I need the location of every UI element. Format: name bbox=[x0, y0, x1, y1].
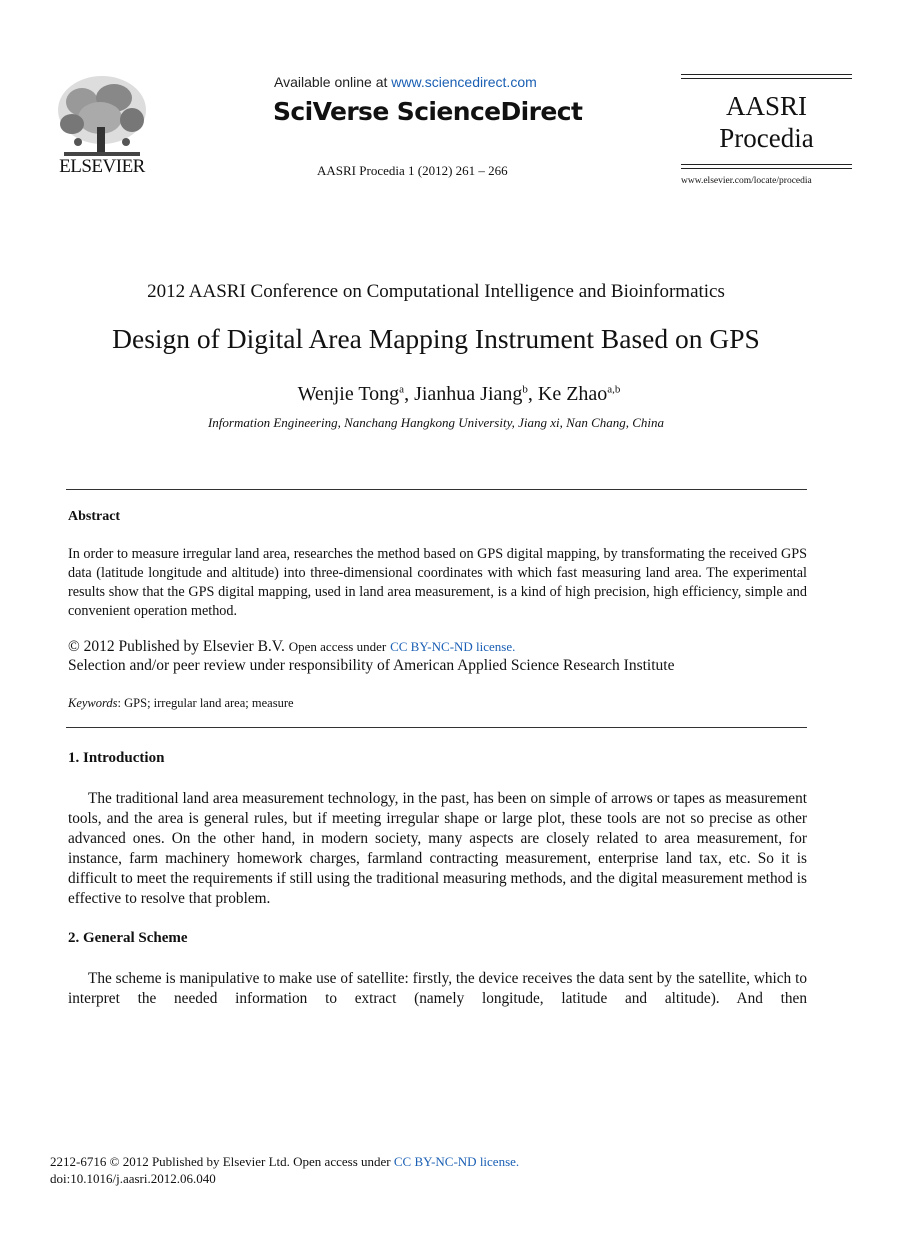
license-link[interactable]: CC BY-NC-ND license. bbox=[390, 639, 516, 654]
peer-review-statement: Selection and/or peer review under responsibility of American Applied Science Research Institute bbox=[68, 657, 675, 674]
journal-brand bbox=[681, 74, 852, 170]
keywords-label: Keywords bbox=[68, 696, 118, 710]
keywords-line bbox=[68, 696, 294, 711]
author-separator: , bbox=[404, 383, 415, 405]
journal-url-link[interactable]: www.elsevier.com/locate/procedia bbox=[681, 176, 812, 186]
footer-open-access: Open access under bbox=[293, 1154, 391, 1169]
open-access-text: Open access under bbox=[288, 639, 387, 654]
journal-name-line2: Procedia bbox=[719, 123, 814, 153]
author-affiliation: Information Engineering, Nanchang Hangkong University, Jiang xi, Nan Chang, China bbox=[207, 415, 665, 430]
section-heading: 2. General Scheme bbox=[68, 930, 188, 946]
section-body: The scheme is manipulative to make use of satellite: firstly, the device receives the data sent by the satellite, which to interpret the needed information to extract (namely longitude, latitude and altitude). And then bbox=[68, 970, 807, 1007]
footer-issn: 2212-6716 © 2012 Published by Elsevier Ltd. bbox=[50, 1154, 290, 1169]
footer-issn-line bbox=[50, 1154, 519, 1170]
available-online-text bbox=[274, 74, 537, 90]
author-affiliation-mark: a bbox=[399, 383, 405, 396]
keywords-values: : GPS; irregular land area; measure bbox=[117, 696, 294, 710]
conference-name: 2012 AASRI Conference on Computational Intelligence and Bioinformatics bbox=[147, 281, 725, 302]
elsevier-logo bbox=[52, 72, 152, 182]
sciverse-sciencedirect-logo: SciVerse ScienceDirect bbox=[273, 97, 583, 126]
author-name: Wenjie Tong bbox=[297, 383, 400, 405]
sciencedirect-link[interactable]: www.sciencedirect.com bbox=[391, 74, 537, 90]
copyright-line bbox=[68, 638, 515, 656]
author-name: Jianhua Jiang bbox=[414, 383, 523, 405]
section-body: The traditional land area measurement technology, in the past, has been on simple of arrows or tapes as measurement tools, and the area is general rules, but if meeting irregular shape or large plot, these tools are not so precise as other advanced ones. On the other hand, in modern society, many aspects are closely related to area measurement, for instance, farm machinery homework charges, farmland contracting measurement, enterprise land tax, etc. So it is difficult to meet the requirements if still using the traditional measuring methods, and the digital measurement method is effective to resolve that problem. bbox=[68, 790, 807, 907]
journal-citation: AASRI Procedia 1 (2012) 261 – 266 bbox=[317, 163, 508, 178]
abstract-text: In order to measure irregular land area, researches the method based on GPS digital mapping, by transformating the received GPS data (latitude longitude and altitude) into three-dimensional coordinates with which fast measuring land area. The experimental results show that the GPS digital mapping, used in land area measurement, is a kind of high precision, high efficiency, simple and convenient operation method. bbox=[68, 546, 807, 619]
footer-license-link[interactable]: CC BY-NC-ND license. bbox=[393, 1154, 520, 1169]
available-prefix: Available online at bbox=[274, 74, 392, 90]
footer-doi: doi:10.1016/j.aasri.2012.06.040 bbox=[50, 1171, 216, 1186]
copyright-text: © 2012 Published by Elsevier B.V. bbox=[68, 638, 285, 655]
abstract-heading: Abstract bbox=[68, 509, 121, 524]
paper-title: Design of Digital Area Mapping Instrument Based on GPS bbox=[112, 323, 760, 354]
divider-bottom bbox=[66, 727, 807, 728]
divider-top bbox=[66, 489, 807, 490]
author-list bbox=[0, 383, 907, 406]
author-affiliation-mark: a,b bbox=[607, 383, 621, 396]
elsevier-wordmark: ELSEVIER bbox=[59, 156, 145, 177]
author-name: Ke Zhao bbox=[537, 383, 608, 405]
journal-name-line1: AASRI bbox=[725, 91, 807, 121]
author-separator: , bbox=[527, 383, 538, 405]
section-heading: 1. Introduction bbox=[68, 750, 165, 766]
author-affiliation-mark: b bbox=[522, 383, 528, 396]
